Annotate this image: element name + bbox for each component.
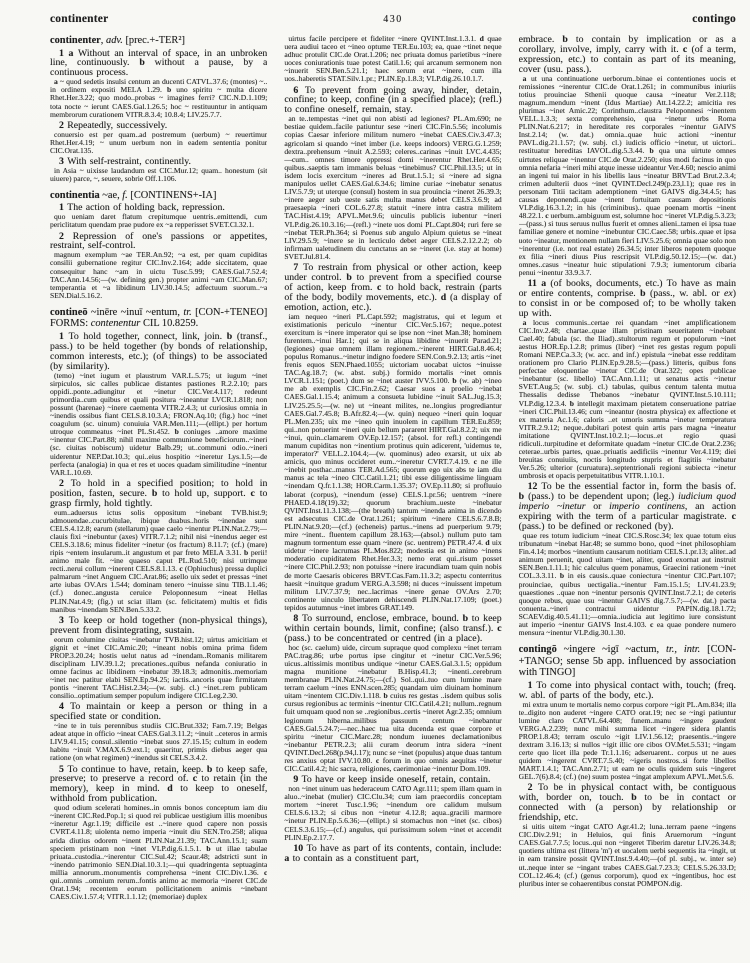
citation-block xyxy=(50,213,267,229)
citation-block xyxy=(519,75,736,277)
citation-block xyxy=(50,78,267,118)
text-run: d xyxy=(485,538,492,548)
sense-definition xyxy=(50,332,267,372)
text-run: to hold up, support. xyxy=(162,487,251,499)
sense-definition xyxy=(50,479,267,509)
text-run: Without an interval of space, in an unbroken line, continuously. xyxy=(50,47,268,69)
text-run: hoc (sc. caelum) uide, circum supraque quod complexu ~inet terram PAC.trag.86; urbe portus ipse cingitur et ~inetur CIC.Ver.5.96; uicus..altissimis montibus undique ~inetur CAES.Gal.3.1.5; oppidum magna munitione ~inebatur B.Hisp.41.3; ~inenti..cerebrum membranae PLIN.Nat.24.75;—(cf.) Sol..qui..tuo cum lumine mare terram caelum ~ines ENN.scen.285; quandam uim diuinam hominum uitam ~inentem CIC.Div.1.118. xyxy=(284,642,502,701)
text-run: 10 xyxy=(293,842,307,854)
text-run: b xyxy=(559,571,568,581)
entry-headword xyxy=(50,190,267,202)
text-run: (transf., pass.) to be held together (by bonds of relationship, common interests, etc.); (of things) to be associated (by similarity). xyxy=(50,330,268,372)
sense-definition xyxy=(284,263,501,313)
text-run: With self-restraint, continently. xyxy=(67,155,191,167)
text-run: b xyxy=(206,843,216,853)
text-run: contenentur xyxy=(90,318,141,330)
text-run: c xyxy=(375,756,383,765)
text-run: (pass.) to be concentrated or centred (in a place). xyxy=(284,632,483,644)
text-run: b xyxy=(383,691,391,701)
text-run: locus communis..certae rei quandam ~inet amplificationem CIC.Inv.2.48; chartae..quae illam pristinam seueritatem ~inebant Cael.40; fabula (sc. the Iliad)..stultorum regum et populorum ~inet aestus HOR.Ep.1.2.8; primus (liber) ~inet res gestas regum populi Romani NEP.Ca.3.3; (w. acc. and inf.) epistula ~inebat esse redditam orationem pro Clario PLIN.Ep.9.28.5;—(pass.) litteris, quibus fons perfectae eloquentiae ~inetur CIC.de Orat.322; opes publicae ~inebantur (sc. libello) TAC.Ann.1.11; ut senatus actis ~inetur SVET.Aug.5; (w. subj. cl.) tabulas, quibus centum talenta mutua Thessalis dedisse Thebanos ~inebatur QVINT.Inst.5.10.111; VLP.dig.12.3.4. xyxy=(518,317,736,408)
text-run: 12 xyxy=(527,481,542,493)
text-run: f. xyxy=(122,189,128,201)
text-column-left xyxy=(50,35,267,937)
running-head-right: contingo xyxy=(692,13,736,25)
text-run: c xyxy=(250,487,260,499)
text-run: ut illae tabulae priuata..custodia..~inerentur CIC.Sul.42; Scaur.48; adstricti sunt in ~inendo patrimonio SEN.Dial.10.3.1;—qui quadringenta septuaginta millia annorum..monumentis comprehensa ~inent CIC.Div.1.36. xyxy=(50,843,268,877)
text-run: (pass.) to be dependent upon; (leg.) xyxy=(528,491,679,503)
page-number: 430 xyxy=(383,14,403,25)
sense-definition xyxy=(284,844,501,864)
text-run: uno spiritu ~ multa dicere Rhet.Her.3.22; quo modo..probas ~ imagines ferri? CIC.N.D.1.109; tota nocte ~ ierunt CAES.Gal.1.26.5; hoc ~ restituuntur in antiquam membrorum curationem VITR.8.3.4; 10.8.4; LIV.25.7.7. xyxy=(50,85,268,119)
text-run: 2 xyxy=(527,782,538,794)
text-run: d xyxy=(440,291,451,303)
text-run: embrace. xyxy=(518,35,563,45)
citation-block xyxy=(50,251,267,300)
text-run: To be in physical contact with, be contiguous with, border on, touch. xyxy=(518,782,736,804)
entry-headword xyxy=(50,307,267,330)
text-run: 11 a xyxy=(527,277,551,289)
text-run: a xyxy=(54,77,60,87)
text-run: (w. ab) ~ineo me ab exemplis CIC.Fin.2.62; Caesar suos a proelio ~inebat CAES.Gal.1.15.4; animum a consueta lubidine ~inuit SAL.Jug.15.3; LIV.25.25.5;—(w. ne) ut ~ineant milites, ne..longius progrediantur CAES.Gal.7.45.8; B.Afr.82.4;—(w. quin) nequeo ~ineri quin loquar PL.Men.235; uix me ~ineo quin inuolem in capillum TER.Eu.859; qui..non potuerint ~ineri quin bellum pararent HIRT.Gal.8.2.2; uix me ~inui, quin..clamarem OV.Ep.12.157; (absol. for refl.) contingendi manum cupiditas non ~inentium protinus quin adicerent, 'uidemus te, imperator?' VELL.2.104.4;—(w. quominus) adeo exarsit, ut uix ab amicis, quo minus occideret eum..~ineretur CVRT.7.4.19. xyxy=(284,376,502,467)
citation-block xyxy=(50,167,267,183)
text-run: b xyxy=(462,612,472,624)
text-run: ~ingere ~igī ~actum, xyxy=(563,644,666,656)
sense-definition-continued xyxy=(519,35,736,75)
text-column-middle xyxy=(284,35,501,937)
citation-block xyxy=(50,131,267,155)
text-run: continenter xyxy=(50,35,101,46)
text-run: to prevent from a specified course of action, keep from. xyxy=(284,271,502,293)
text-run: b xyxy=(631,792,645,804)
citation-block xyxy=(50,804,267,901)
text-run: non ~inet uinum uas hederaceum CATO Agr.111; spem illam quam in aluo..~inebat (mulier) CIC.Clu.34; cum iam praecordiis conceptam mortem ~ineret Tusc.1.96; ~inendum ore calidum mulsum CELS.6.13.2; si cibus non ~inetur 4.12.8; aqua..gracili marmore ~inetur PLIN.Ep.5.6.36;—(ellipt.) si stomachus non ~inet (sc. cibos) CELS.3.6.15;—(cf.) angulus, qui purissimum solem ~inet et accendit PLIN.Ep.2.17.7. xyxy=(284,784,502,842)
text-run: adv. xyxy=(106,35,123,46)
text-run: To come into physical contact with, touch; (freq. w. abl. of parts of the body, etc.). xyxy=(518,679,736,701)
text-run: c xyxy=(497,622,502,634)
citation-block xyxy=(519,823,736,888)
citation-block xyxy=(284,313,501,612)
text-run: b xyxy=(206,763,216,775)
text-run: uirtus facile percipere et fideliter ~inere QVINT.Inst.1.3.1. xyxy=(288,35,480,43)
text-run: uix uidetur ~inere lacrumas PL.Mos.822; modestia est in animo ~inens moderatio cupiditatem Rhet.Her.3.3; nemo erat qui..risum posset ~inere CIC.Phil.2.93; non potuisse ~inere iracundiam tuam quin nobis de morte Caesaris obiceres BRVT.Cas.Fam.11.3.2; aspectu conterritus haesit ~inuitque gradum VERG.A.3.598; ni duces ~inuissent impetum militum LIV.7.37.9; nec..lacrimas ~inere genae OV.Ars 2.70; continente uinculo libertatem dehiscendi PLIN.Nat.17.109; (poet.) tepidos autumnus ~inet imbres GRAT.149. xyxy=(284,538,502,612)
citation-block xyxy=(284,35,501,84)
sense-definition xyxy=(519,783,736,823)
citation-block xyxy=(50,636,267,701)
text-run: 1 xyxy=(59,202,68,214)
text-run: (pass., w. abl. or xyxy=(649,287,725,299)
text-run: 2 xyxy=(59,230,73,242)
text-run: 5 xyxy=(59,763,68,775)
text-run: d xyxy=(167,783,181,795)
text-run: To have as part of its contents, contain, include: xyxy=(306,842,502,854)
text-run: [prec.+-TER²] xyxy=(122,35,185,46)
text-run: quae res totum iudicium ~ineat CIC.S.Rosc.34; lex quae totum eius tribunatum ~inebat Har.48; se summo bono, quod ~inet philosophiam Fin.4.14; morbos ~inentium causarum notitiam CELS.1.pr.13; aliter..ad animum peruenit, quod uitam ~inet, aliter, quod exornat aut instruit SEN.Ben.1.11.1; hic calculus quem ponamus, Graecini rationem ~inet COL.3.3.11. xyxy=(518,531,736,581)
text-run: intellegit maximam pietatem conseruatione patriae ~ineri CIC.Phil.13.46; cum ~ineantur (nostra physica) ex affectione et ex materia Ac.1.6; caloris ..et umoris summa ~inetur temperatura VITR.2.9.12; neque..dubitari potest quin artis pars magna ~ineatur imitatione QVINT.Inst.10.2.1;—locus..et regio quasi ridiculi..turpitudine et deformitate quadam ~inetur CIC.de Orat.2.236; ceterae..urbis partes, quae..priuatis aedificiis ~inentur Ver.4.119; diei breuitas conuiuiis, noctis longitudo stupris et flagitiis ~inebatur Ver.5.26; ulterior (curuatura)..septentrionali regioni subiecta ~inetur umbrosis et opacis perpetuitatibus VITR.1.10.1. xyxy=(518,398,736,481)
text-run: a xyxy=(522,73,531,83)
text-run: [CONTINENS+-IA] xyxy=(127,189,217,201)
text-run: si uitis uitem ~ingat CATO Agr.41.2; luna..terram paene ~ingens CIC.Div.2.91; in Heluios, qui finis Aruernorum ~ingunt CAES.Gal.7.7.5; locus..qui non ~ingeret Tiberim daretur LIV.26.34.8; quotiens ultima est (littera 'm') et uocalem uerbi sequentis ita ~ingit, ut in eam transire possit QVINT.Inst.9.4.40;—(of pl. subj., w. inter se) ut..neque inter se ~ingant trabes CAES.Gal.7.23.3; CELS.5.26.33.D; COL.12.46.4; (cf.) (genus corporum), quod ex ~ingentibus, hoc est pluribus inter se cohaerentibus constat POMPON.dig. xyxy=(518,822,736,888)
text-run: b xyxy=(139,57,155,69)
text-run: to hold back, restrain (parts of the body, bodily movements, etc.). xyxy=(284,281,502,303)
text-run: ~ quod sedetis insulsi centum an ducenti CATVL.37.6; (montes) ~.. in ordinem expositi MELA 1.29. xyxy=(50,77,268,95)
citation-block xyxy=(284,644,501,774)
text-run: c xyxy=(192,773,202,785)
text-run: b xyxy=(569,398,578,408)
text-run: 3 xyxy=(59,614,69,626)
text-run: ~ae, xyxy=(102,189,123,201)
text-run: c xyxy=(179,564,185,574)
citation-block xyxy=(50,722,267,762)
sense-definition xyxy=(50,49,267,79)
text-run: perii! animo male fit. ~ine quaeso caput PL.Rud.510; nisi utrimque recti..nerui collum ~inerent CELS.8.1.13. xyxy=(50,547,268,574)
sense-definition xyxy=(50,616,267,636)
text-run: ne ille ~inebit posthac..manus TER.Ad.565; quorum ego uix abs te iam diu manus ac tela ~ineo CIC.Catil.1.21; tibi esse diligentissime linguam ~inendam Q.fr.1.1.38; HOR.Carm.1.35.37; OV.Ep.11.80; si profluuio laborat (corpus), ~inendum (esse) CELS.1.pr.56; uentrem ~inere PHAED.4.18(19).32; quorum brachium..ueste ~inebatur QVINT.Inst.11.3.138;—(the breath) tantum ~inenda anima in dicendo est adsecutus CIC.de Orat.1.261; spiritum ~inere CELS.6.7.8.B; PLIN.Nat.9.20;—(cf.) (echeneis) partus..~inens ad puerperium 9.79; mire ~inent.. fluentem capillum 28.163;—(absol.) nullum puto tam magnum tormentum esse quam ~inere (sc. uentrem) PETR.47.4. xyxy=(284,457,502,548)
text-run: forum in quo omnis aequitas ~inetur CIC.Catil.4.2; hic sacra, religiones, caerimoniae ~inentur Dom.109. xyxy=(284,756,502,774)
text-run: cuius res gestas ..isdem quibus solis cursus regionibus ac terminis ~inentur CIC.Catil.4.21; nullum..regnum fuit umquam quod non se ..regionibus..certis ~ineret Agr.2.35; omnium legionum hiberna..milibus passuum centum ~inebantur CAES.Gal.5.24.7;—nec..haec tua uita ducenda est quae corpore et spiritu ~inetur CIC.Marc.28; nondum iuuenes declamationibus ~inebantur PETR.2.3; alii curam deorum intra sidera ~inent QVINT.Decl.268(p.94,l.17); nunc se ~inet (populus) atque duas tantum res anxius optat IVV.10.80. xyxy=(284,691,502,765)
citation-block xyxy=(284,785,501,842)
text-run: 7 xyxy=(293,261,304,273)
text-run: to retain (in the memory), keep in mind. xyxy=(50,773,268,795)
text-run: , xyxy=(100,35,106,46)
text-run: , an action expiring with the term of a particular magistrate. xyxy=(518,501,736,523)
text-run: in eis causis..quae coniectura ~inentur CIC.Part.107; prouinciae, quibus uectigalia..~inentur Fam.15.1.5; LIV.41.23.9; quaestiones ..quae non ~inentur personis QVINT.Inst.7.2.1; de ceteris quoque rebus, quae usu ~inentur GAIVS dig.7.5.7;—(w. dat.) pacta conuenta..~ineri contractui uidentur PAPIN.dig.18.1.72; SCAEV.dig.40.5.41.11;—omnia..iudicia aut legitimo iure consistunt aut imperio ~inentur GAIVS Inst.4.103. xyxy=(518,571,736,630)
text-columns xyxy=(50,35,736,937)
text-run: a xyxy=(522,317,533,327)
text-run: tr., intr. xyxy=(665,644,701,656)
text-run: [CON-+TENEO] FORMS: xyxy=(50,306,268,330)
text-run: b xyxy=(243,547,251,557)
text-run: quae uera audiui taceo et ~ineo optume TER.Eu.103; ea, quae ~tinet neque adhuc protulit CIC.de Orat.1.206; nec priuata domus parietibus ~inere uoces coniurationis tuae potest Catil.1.6; qui arcanum sermonem non ~inuerit SEN.Ben.5.21.1; haec serum erat ~inere, cum illa uos..haberetis STAT.Silv.1.pr.; PLIN.Ep.1.8.3; VLP.dig.26.10.1.7. xyxy=(284,35,502,84)
text-run: ~ine te in tuis perennibus studiis CIC.Brut.332; Fam.7.19; Belgas adeat atque in officio ~ineat CAES.Gal.3.11.2; ~inuit ..ceteros in armis LIV.9.41.15; consul..silentio ~inebat suos 27.15.15; cultum in eodem habitu ~inuit V.MAX.6.9.ext.1; quaeritur, primis diebus aeger qua ratione (on what regimen) ~inendus sit CELS.3.4.2. xyxy=(50,721,268,763)
text-run: to be in contact or connected with (a person) by relationship or friendship, etc. xyxy=(518,792,736,824)
text-run: qui..omnis ..omnium rerum..fontis animo ac memoria ~ineret CIC.de Orat.1.94; recentem eorum pollicitationem animis ~inebant CAES.Civ.1.57.4; VITR.1.1.12; (memoriae) duplex xyxy=(50,876,268,902)
text-run: (of books, documents, etc.) To have as main or entire contents, comprise. xyxy=(518,277,736,299)
text-run: b xyxy=(452,376,460,386)
text-run: To have or keep inside oneself, retain, contain. xyxy=(301,774,491,786)
text-run: to keep safe, preserve; to preserve a record of. xyxy=(50,763,268,785)
sense-definition xyxy=(519,681,736,701)
text-run: c xyxy=(473,457,481,467)
text-run: b xyxy=(562,35,576,45)
text-run: (pass.) to be defined or reckoned (by). xyxy=(518,521,674,533)
text-run: c xyxy=(731,511,736,523)
text-run: contineō xyxy=(50,306,91,318)
citation-block xyxy=(519,532,736,637)
text-run: iudicium quod imperio ~inetur xyxy=(518,491,736,513)
text-run: To maintain or keep a person or thing in a specified state or condition. xyxy=(50,701,268,723)
running-head-left: continenter xyxy=(50,13,109,25)
sense-definition xyxy=(50,765,267,805)
text-run: [CON-+TANGO; sense 5b app. influenced by association with TINGO] xyxy=(518,644,736,679)
text-run: 2 xyxy=(59,477,71,489)
text-run: c xyxy=(682,43,692,55)
running-head xyxy=(50,13,736,25)
sense-definition xyxy=(284,86,501,116)
text-run: (of a term, expression, etc.) to contain as part of its meaning, cover (usu. pass.). xyxy=(518,43,736,75)
text-run: contingō xyxy=(518,644,564,656)
text-run: uerbum..ambiguum est, solumne hoc ~ineret VLP.dig.5.3.23;—(pass.) si tuus seruus nullus fuerit et omnes alieni..tamen ei ipsa tuae familiae genere et nomine ~inebuntur CIC.Caec.58; urbis..quae et ipsa uoto ~ineatur, mentionem nullam fieri LIV.5.25.6; omnia quae solo non ~inerentur (i.e. not real estate) 26.34.5; inter liberos nepotem quoque ex filia ~ineri diuus Pius rescripsit VLP.dig.50.12.15;—(w. dat.) omnes..casus ~ineatur huic stipulationi 7.9.3; iumentorum cibaria penui ~inentur 33.9.3.7. xyxy=(518,211,736,277)
text-run: ) to consist in or be composed of; to be wholly taken up with. xyxy=(518,287,736,319)
text-run: 2 xyxy=(59,119,68,131)
text-run: To surround, enclose, embrace, bound. xyxy=(301,612,463,624)
text-run: To prevent from going away, hinder, detain, confine; to keep, confine (in a specified place); (refl.) to confine oneself, remain, stay. xyxy=(284,84,502,116)
text-run: qua una uirtute omnes uirtutes reliquae ~inentur CIC.de Orat.2.250; eius modi facinus in quo omnia nefaria ~ineri mihi atque inesse uideantur Ver.4.60; nescio animi an ingeni tui maior in his libellis laus ~ineatur BRVT.ad Brut.2.3.4; crimen adulterii duos ~inet QVINT.Decl.249(p.23,l.1); quae res in personam Titii tacitam ademptionem ~inet GAIVS dig.34.4.5; has causas deponendi..quae ~inent fortuitam causam depositionis VLP.dig.16.3.1.2; in his (criminibus).. quae poenam mortis ~inent 48.22.1. xyxy=(518,146,736,221)
text-run: b xyxy=(151,487,163,499)
text-run: to keep within certain bounds, limit, confine; (also transf.). xyxy=(284,612,502,634)
text-run: 8 xyxy=(293,612,302,624)
text-run: 1 a xyxy=(59,47,78,59)
entry-headword xyxy=(519,644,736,679)
text-run: magnum exemplum ~ae TER.An.92; ~a est, per quam cupiditas consilii gubernatione regitur CIC.Inv.2.164; adde siccitatem, quae consequitur hanc ~am in uictu Tusc.5.99; CAES.Gal.7.52.4; TAC.Ann.14.56;—(w. defining gen.) propter animi ~am CIC.Man.67; temperantia et ~a libidinum LIV.30.14.5; adfectuum suorum..~a SEN.Dial.5.16.2. xyxy=(50,250,268,300)
text-run: 4 xyxy=(59,701,71,713)
text-run: To hold in a specified position; to hold in position, fasten, secure. xyxy=(50,477,268,499)
text-run: 9 xyxy=(293,774,302,786)
text-run: to contain by implication or as a corollary, involve, imply, carry with it. xyxy=(518,35,736,55)
text-run: mi extra unum te mortalis nemo corpus corpore ~igit PL.Am.834; illa te..digito non auderet ~ingere CATO orat.19; nec se ~ingi patiuntur lumine claro CATVL.64.408; funem..manu ~ingere gaudent VERG.A.2.239; nunc mihi summa licet ~ingere sidera plantis PROP.1.8.43; terram osculo ~igit LIV.1.56.12; praesentis..~ingere dextram 3.16.13; si nullos ~igit illic ore cibos OV.Met.5.531; ~ingam certe quo licet illa pede Tr.1.1.16; adseruarent.. corpus ut ne aues quidem ~ingerent CVRT.7.5.40; ~igeris nostros..si forte libellos MART.1.4.1; TAC.Ann.2.71; ut eam ne oculis quidem suis ~ingeret GEL.7(6).8.4; (cf.) (ne) suum postea ~ingat amplexum APVL.Met.5.6. xyxy=(518,699,736,782)
text-run: d xyxy=(479,35,488,43)
text-run: tr. xyxy=(183,306,192,318)
text-column-right xyxy=(519,35,736,937)
text-run: The action of holding back, repression. xyxy=(67,202,225,214)
text-run: Repeatedly, successively. xyxy=(67,119,168,131)
text-run: c xyxy=(376,281,386,293)
text-run: in Asia ~ uixisse laudandum est CIC.Mur.12; quam.. honestum (sit uiuere) parce, ~, seuere, sobrie Off.1.106. xyxy=(50,165,268,183)
text-run: 1 xyxy=(527,679,537,691)
text-run: quo ueniam daret flatum crepitumque uentris..emittendi, cum periclitatum quendam prae pudore ex ~a repperisset SVET.Cl.32.1. xyxy=(50,212,268,230)
sense-definition xyxy=(519,482,736,532)
text-run: iam nequeo ~ineri PL.Capt.592; magistratus, qui et legum et existimationis periculo ~inentur CIC.Ver.5.167; neque..potest exercitum is ~inere imperator qui se ipse non ~inet Man.38; hominem furentem..~inui Har.1; qui se in aliqua libidine ~inuerit Parad.21; (legiones) quae omnem illam regionem..~inerent HIRT.Gal.8.46.4; populus Romanus..~inetur indigno foedere SEN.Con.9.2.13; artis ~inet frenis equos SEN.Phaed.1055; uictoriam uocabat uictos ~inuisse TAC.Ag.18.7; (w. abst. subj.) formido mortalis ~inet omnis LVCR.1.151; (poet.) dum se ~inet auster IVV.5.100. xyxy=(284,311,502,386)
text-run: To keep or hold together (non-physical things), prevent from disintegrating, sustain. xyxy=(50,614,268,636)
sense-definition xyxy=(50,702,267,722)
citation-block xyxy=(519,701,736,782)
text-run: To hold together, connect, link, join. xyxy=(68,330,227,342)
text-run: eum..aduersus ictus solis oppositum ~inebant TVB.hist.9; admouendae..cucurbitulae, ibique duabus..horis ~inendae sunt CELS.4.12.8; earum (stellarum) quae caelo ~inentur PLIN.Nat.2.79;—clauis fixi ~inebuntur (axes) VITR.7.1.2; nihil nisi ~inendus aeger est CELS.3.18.6; minus fideliter ~inetur (os fractum) 8.11.7; (cf.) (mare) ripis ~entem insularum..it angustum et par freto MELA 3.31. xyxy=(50,507,268,557)
text-run: without a pause, by a continuous process. xyxy=(50,57,268,79)
text-run: quod odium scelerati homines..in omnis bonos conceptum iam diu ~inerent CIC.Red.Pop.1; si quod rei publicae uestigium illis moenibus ~ineretur Agr.1.19; difficile est ..~inere quod capere non possis CVRT.4.11.8; uiolenta nemo imperia ~inuit diu SEN.Tro.258; aliqua arida diutius odorem ~inent PLIN.Nat.21.39; TAC.Ann.15.1; suam speciem pristinam non ~inet VLP.dig.6.1.5.1. xyxy=(50,803,268,853)
text-run: or xyxy=(585,501,610,513)
text-run: ~inēre ~inuī ~entum, xyxy=(90,306,184,318)
text-run: To restrain from physical or other action, keep under control. xyxy=(284,261,502,283)
sense-definition xyxy=(284,614,501,644)
sense-definition xyxy=(50,232,267,252)
text-run: (temo) ~inet iugum et plaustrum VAR.L.5.75; ut iugum ~inet sirpiculos, sic calles publicae distantes pastiones R.2.2.10; pars oppidi..ponte..adiungitur et ~inetur CIC.Ver.4.117; redeunt primordia..cum quibus et quali positura ~ineantur LVCR.1.818; non possunt (harenae) ~inere caementa VITR.2.4.3; ut curiosius omnia in ~inendis ossibus fiant CELS.8.10.3.A; FRON.Aq.10; (fig.) hoc ~inet coagulum (sc. uinum) conuiuia VAR.Men.111;—(ellipt.) per hortum utroque commeatus ~inet PL.St.452. xyxy=(50,370,268,437)
entry-headword xyxy=(50,35,267,47)
text-run: continentia xyxy=(50,189,103,201)
text-run: imperio continens xyxy=(609,501,685,513)
text-run: b xyxy=(518,491,529,503)
text-run: 3 xyxy=(59,155,68,167)
text-run: ex xyxy=(724,287,733,299)
text-run: b xyxy=(166,85,177,95)
text-run: (Ophiuchus) pressa duplici palmarum ~inet Anguem CIC.Arat.86; asello uix sedet et pressas ~inet arte iubas OV.Ars 1.544; dominam tenero ~inuisse sinu TIB.1.1.46; (cf.) donec..angusta ceruice Peloponnesum ~ineat Hellas PLIN.Nat.4.9; (fig.) ut sciat illam (sc. felicitatem) multis et fidis manibus ~inendam SEN.Ben.5.33.2. xyxy=(50,564,268,614)
text-run: c xyxy=(545,211,551,221)
text-run: 6 xyxy=(293,84,305,96)
text-run: to grasp firmly, hold tightly. xyxy=(50,487,268,509)
text-run: b xyxy=(346,271,357,283)
text-run: eorum columine ciuitas ~inebatur TVB.hist.12; uirtus amicitiam et gignit et ~inet CIC.Amic.20; ~ineant nobis omina prima fidem PROP.3.20.24; hostis uelut natus ad ~inendam..Romanis militarem disciplinam LIV.39.1.2; precationes..quibus nefanda coniuratio in omne facinus ac libidinem ~inebatur 39.18.3; admonitis..memoriam ~inet nec patitur elabi SEN.Ep.94.25; iactis..ancoris quae firmitatem pontis ~inerent TAC.Hist.2.34;—(w. subj. cl.) ~inet..rem publicam consilio..optimatium semper populum indigere CIC.Leg.2.30. xyxy=(50,634,268,701)
text-run: to contain as a constituent part, xyxy=(292,852,419,864)
text-run: b xyxy=(226,330,237,342)
text-run: To be the essential factor in, form the basis of. xyxy=(541,481,736,493)
text-run: b xyxy=(640,287,650,299)
sense-definition xyxy=(519,279,736,319)
text-run: an te..tempestas ~inet qui non abisti ad legiones? PL.Am.690; ne bestiae quidem..facile patiuntur sese ~ineri CIC.Fin.5.56; incolumis copias Caesar inferiore militum numero ~inebat CAES.Civ.3.47.3; agricolam si quando ~inet imber (i.e. keeps indoors) VERG.G.1.259; dextra..prehensum ~inuit A.2.593; celeres..carinas ~inuit LVC.4.435;—cum.. omnes timore oppressi domi ~inerentur Rhet.Her.4.65; quibus..saeptis tam immanis beluas ~tinebimus? CIC.Phil.13.5; ut in isdem locis exercitum ~ineres ad Brut.1.5.1; si ~inere ad signa manipulos uellet CAES.Gal.6.34.6; limine curiae ~inebatur senatus LIV.5.7.9; ut uterque (consul) hostem in sua prouincia ~ineret 26.39.3; ~inere aeger sub ueste satis multa manus debet CELS.3.6.9; ad praesaepia ~ineri COL.6.27.8; statuit ~inere intra castra militem TAC.Hist.4.19; APVL.Met.9.6; uinculis publicis iubentur ~ineri VLP.dig.26.10.3.16;—(refl.) ~inete uos domi PL.Capt.804; ruri fere se ~inebat TER.Ph.364; si Poenus sub angulo Alpium quietus se ~ineat LIV.29.5.9; ~inere se in lecticulo debet aeger CELS.2.12.2.2; ob infirmam ualetudinem diu cunctatus an se ~ineret (i.e. stay at home) SVET.Jul.81.4. xyxy=(284,114,502,261)
citation-block xyxy=(50,372,267,477)
text-run: c xyxy=(263,867,268,877)
text-run: b xyxy=(649,146,659,156)
text-run: a xyxy=(284,852,293,864)
text-run: c xyxy=(650,620,657,630)
text-run: (a display of emotion, action, etc.). xyxy=(284,291,502,313)
text-run: ea quae pondere numero mensura ~inentur VLP.dig.30.1.30. xyxy=(518,620,736,638)
text-run: CIL 10.8259. xyxy=(140,318,199,330)
citation-block xyxy=(284,115,501,261)
text-run: 1 xyxy=(59,330,69,342)
text-run: to keep to oneself, withhold from publication. xyxy=(50,783,268,805)
text-run: To continue to have, retain, keep. xyxy=(67,763,207,775)
text-run: b xyxy=(174,427,184,437)
citation-block xyxy=(50,509,267,614)
text-run: Repression of one's passions or appetites, restraint, self-control. xyxy=(50,230,268,252)
citation-block xyxy=(519,319,736,481)
text-run: ut una continuatione uerborum..binae ei contentiones uocis et remissiones ~inerentur CIC.de Orat.1.261; in communibus iniuriis totius prouinciae Sthenii quoque causa ~ineatur Ver.2.118; magnum..mendum ~inent (Idus Martiae) Att.14.22.2; amicitia res plurimas ~inet Amic.22; Corinthum..claustra Peloponnesi ~inentem VELL.1.3.3; sexta comprehensio, qua ~inetur urbs Roma PLIN.Nat.6.217; in hereditate res corporales ~inentur GAIVS Inst.2.14; (w. dat.) omnia..quae huic actioni ~inentur PAVL.dig.21.1.57; (w. subj. cl.) iudicis officio ~inetur, ut uictori.. restituatur hereditas IAVOL.dig.5.3.44. xyxy=(518,73,736,156)
text-run: conuersio est per quam..ad postremum (uerbum) ~ reuertimur Rhet.Her.4.19; ~ unum uerbum non in eadem sententia ponitur CIC.Orat.135. xyxy=(50,129,268,155)
text-run: coniuges ..amore maxime ~inentur CIC.Part.88; nihil maxime communione beneficiorum..~ineri (sc. ciuitas nobiscum) uidetur Balb.29; ut..communi odio..~ineri uiderentur NEP.Dat.10.3; qui..eius hospitio ~ineretur Lys.1.5;—de perfecta (analogia) in qua et res et uoces quadam similitudine ~inentur VAR.L.10.69. xyxy=(50,427,268,477)
